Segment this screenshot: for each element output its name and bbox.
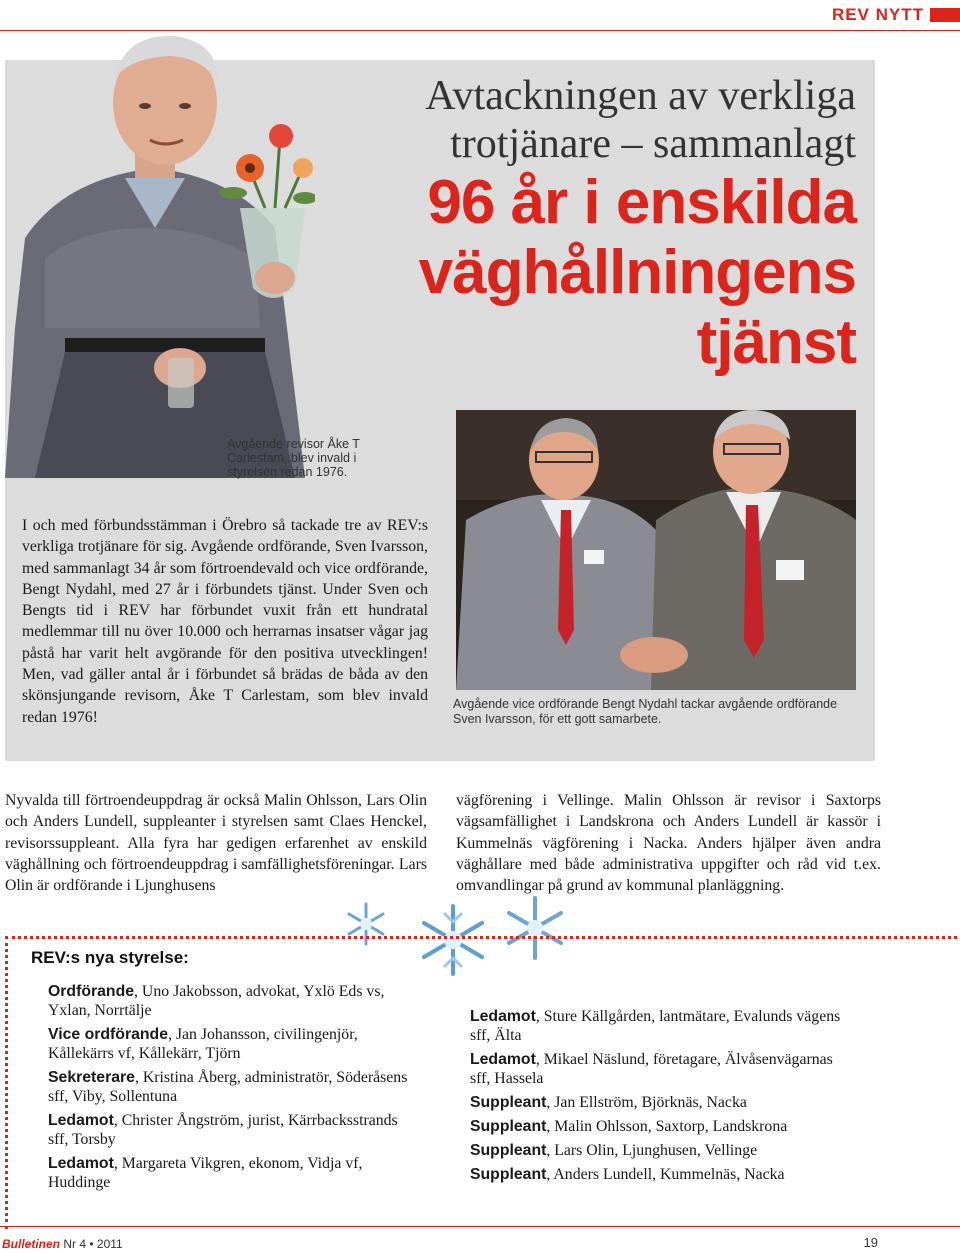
body-column-left xyxy=(5,790,427,896)
board-role: Ordförande xyxy=(48,983,135,1000)
handshake-photo xyxy=(456,410,856,690)
board-entry xyxy=(48,1025,418,1063)
portrait-photo xyxy=(5,28,315,478)
board-entry xyxy=(48,1068,418,1106)
board-person: , Christer Ångström, jurist, Kärrbacksstrands sff, Torsby xyxy=(48,1112,398,1148)
board-entry xyxy=(48,1154,418,1192)
board-role: Suppleant xyxy=(470,1118,547,1135)
section-label-text: REV NYTT xyxy=(831,5,924,24)
board-entry xyxy=(470,1007,850,1045)
board-role: Vice ordförande xyxy=(48,1026,168,1043)
headline-line-1: Avtackningen av verkliga xyxy=(425,73,856,119)
board-person: , Margareta Vikgren, ekonom, Vidja vf, Huddinge xyxy=(48,1155,363,1191)
board-entry xyxy=(470,1141,850,1160)
board-role: Ledamot xyxy=(48,1112,114,1129)
headline-line-4: väghållningens xyxy=(418,238,856,307)
board-entry xyxy=(48,1111,418,1149)
board-role: Ledamot xyxy=(470,1051,536,1068)
intro-paragraph xyxy=(22,515,428,728)
board-entry xyxy=(470,1050,850,1088)
headline-line-5: tjänst xyxy=(696,308,856,377)
board-role: Ledamot xyxy=(48,1155,114,1172)
board-person: , Jan Ellström, Björknäs, Nacka xyxy=(546,1094,747,1111)
footer-brand: Bulletinen xyxy=(2,1237,61,1251)
board-list-left xyxy=(48,982,418,1197)
board-entry xyxy=(48,982,418,1020)
board-person: , Jan Johansson, civilingenjör, Kållekärrs vf, Kållekärr, Tjörn xyxy=(48,1026,358,1062)
board-person: , Kristina Åberg, administratör, Söderåsens sff, Viby, Sollentuna xyxy=(48,1069,408,1105)
footer-rule xyxy=(0,1226,960,1227)
headline-line-3: 96 år i enskilda xyxy=(427,168,856,237)
board-entry xyxy=(470,1093,850,1112)
board-role: Suppleant xyxy=(470,1094,547,1111)
board-person: , Malin Ohlsson, Saxtorp, Landskrona xyxy=(546,1118,788,1135)
board-person: , Sture Källgården, lantmätare, Evalunds vägens sff, Älta xyxy=(470,1008,841,1044)
footer-issue: Nr 4 • 2011 xyxy=(63,1237,123,1251)
board-person: , Lars Olin, Ljunghusen, Vellinge xyxy=(546,1142,758,1159)
board-entry xyxy=(470,1165,850,1184)
board-role: Sekreterare xyxy=(48,1069,135,1086)
portrait-caption: Avgående revisor Åke T Carlestam, blev invald i styrelsen redan 1976. xyxy=(227,437,360,479)
intro-text: I och med förbundsstämman i Örebro så tackade tre av REV:s verkliga trotjänare för sig. Avgående ordförande, Sven Ivarsson, med sammanlagt 34 år som förtroendevald och vice ordförande, Bengt Nydahl, med 27 år i förbundets tjänst. Under Sven och Bengts tid i REV har förbundet vuxit från ett hundratal medlemmar till nu över 10.000 och herrarnas insatser vågar jag påstå har varit helt avgörande för den positiva utvecklingen! Men, vad gäller antal år i förbundet så brädas de båda av den skönsjungande revisorn, Åke T Carlestam, som blev invald redan 1976! xyxy=(22,517,428,726)
board-list-right xyxy=(470,1007,850,1189)
board-person: , Anders Lundell, Kummelnäs, Nacka xyxy=(546,1166,785,1183)
section-label-bar xyxy=(930,8,960,22)
section-label xyxy=(832,5,960,25)
board-person: , Mikael Näslund, företagare, Älvåsenvägarnas sff, Hassela xyxy=(470,1051,833,1087)
body-left-text: Nyvalda till förtroendeuppdrag är också Malin Ohlsson, Lars Olin och Anders Lundell, suppleanter i styrelsen samt Claes Henckel, revisorssuppleant. Alla fyra har gedigen erfarenhet av enskild väghållning och förtroendeuppdrag i samfällighetsföreningar. Lars Olin är ordförande i Ljunghusens xyxy=(5,792,427,895)
board-role: Suppleant xyxy=(470,1166,547,1183)
handshake-caption: Avgående vice ordförande Bengt Nydahl tackar avgående ordförande Sven Ivarsson, för ett gott samarbete. xyxy=(453,697,838,726)
body-column-right xyxy=(456,790,881,896)
board-title: REV:s nya styrelse: xyxy=(31,948,189,967)
board-entry xyxy=(470,1117,850,1136)
headline-line-2: trotjänare – sammanlagt xyxy=(450,121,856,167)
page-number: 19 xyxy=(863,1235,878,1250)
board-role: Ledamot xyxy=(470,1008,536,1025)
board-person: , Uno Jakobsson, advokat, Yxlö Eds vs, Yxlan, Norrtälje xyxy=(48,983,385,1019)
board-role: Suppleant xyxy=(470,1142,547,1159)
headline xyxy=(336,72,856,378)
body-right-text: vägförening i Vellinge. Malin Ohlsson är revisor i Saxtorps vägsamfällighet i Landskrona och Anders Lundell är kassör i Kummelnäs vägförening i Nacka. Anders hjälper även andra väghållare med både administrativa uppgifter och råd vid t.ex. omvandlingar på grund av kommunal planläggning. xyxy=(456,792,881,895)
footer-publication xyxy=(2,1237,123,1251)
